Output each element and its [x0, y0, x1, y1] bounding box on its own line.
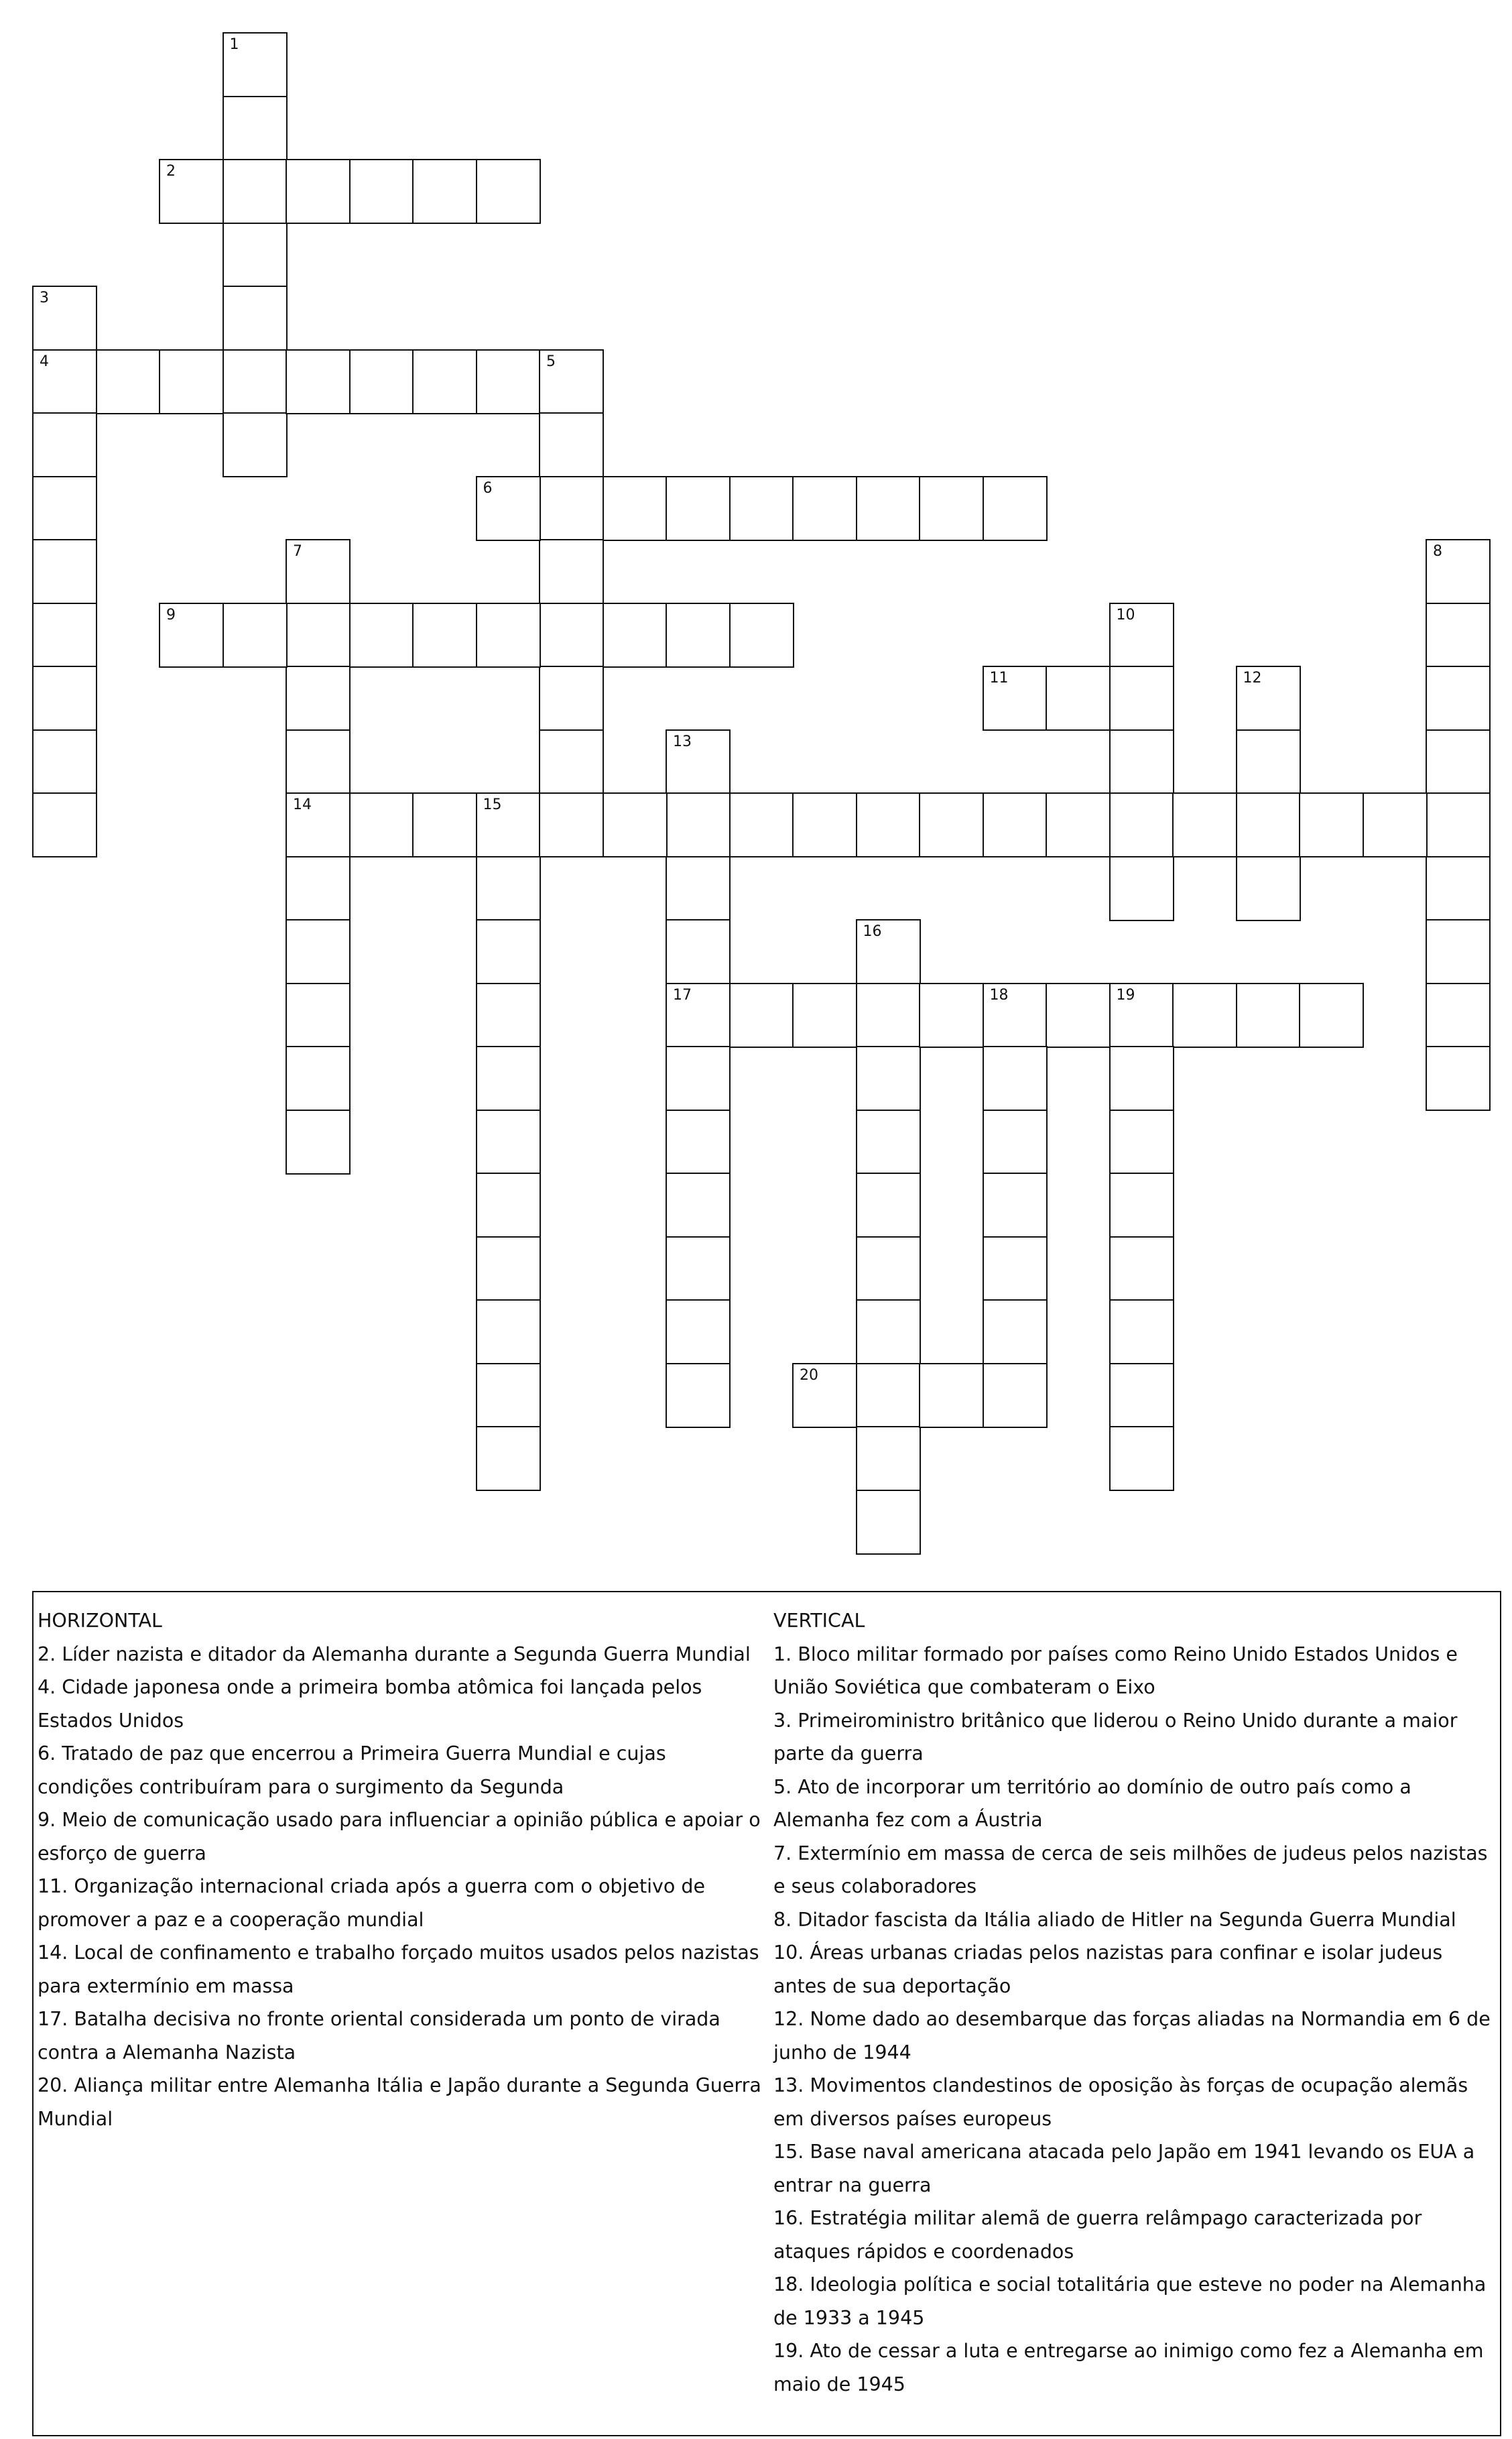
across-clue-20: 20. Aliança militar entre Alemanha Itália e Japão durante a Segunda Guerra Mundial — [38, 2074, 761, 2130]
grid-cell[interactable] — [856, 1110, 921, 1175]
clue-number-14: 14 — [293, 796, 312, 813]
grid-cell[interactable] — [603, 792, 668, 857]
grid-cell[interactable] — [1046, 666, 1111, 731]
grid-cell[interactable] — [476, 1046, 541, 1111]
grid-cell[interactable] — [856, 1046, 921, 1111]
grid-cell[interactable] — [983, 1173, 1048, 1238]
down-clue-13: 13. Movimentos clandestinos de oposição às forças de ocupação alemãs em diversos países europeus — [773, 2074, 1468, 2130]
grid-cell[interactable] — [729, 476, 794, 541]
grid-cell-10[interactable] — [1109, 603, 1174, 668]
grid-cell[interactable] — [729, 792, 794, 857]
clue-number-1: 1 — [229, 36, 239, 53]
grid-cell[interactable] — [349, 603, 414, 668]
grid-cell[interactable] — [32, 476, 97, 541]
grid-cell-19[interactable] — [1109, 983, 1174, 1048]
grid-cell[interactable] — [539, 412, 604, 477]
grid-cell-15[interactable] — [476, 792, 541, 857]
grid-cell[interactable] — [223, 286, 288, 351]
grid-cell[interactable] — [1236, 729, 1301, 794]
down-clue-8: 8. Ditador fascista da Itália aliado de Hitler na Segunda Guerra Mundial — [773, 1908, 1456, 1931]
clue-number-16: 16 — [863, 923, 882, 940]
grid-cell[interactable] — [539, 476, 604, 541]
across-clue-2: 2. Líder nazista e ditador da Alemanha durante a Segunda Guerra Mundial — [38, 1643, 751, 1665]
grid-cell[interactable] — [539, 792, 604, 857]
grid-cell[interactable] — [666, 603, 731, 668]
grid-cell[interactable] — [983, 792, 1048, 857]
grid-cell[interactable] — [412, 349, 477, 414]
down-clue-7: 7. Extermínio em massa de cerca de seis milhões de judeus pelos nazistas e seus colaboradores — [773, 1842, 1488, 1897]
clue-number-19: 19 — [1116, 986, 1135, 1004]
clue-number-2: 2 — [166, 163, 176, 180]
grid-cell[interactable] — [983, 476, 1048, 541]
grid-cell-1[interactable] — [223, 32, 288, 97]
down-clue-16: 16. Estratégia militar alemã de guerra relâmpago caracterizada por ataques rápidos e coordenados — [773, 2207, 1422, 2263]
grid-cell[interactable] — [539, 539, 604, 604]
grid-cell-7[interactable] — [286, 539, 351, 604]
grid-cell[interactable] — [666, 1363, 731, 1428]
grid-cell[interactable] — [1109, 1363, 1174, 1428]
down-clue-19: 19. Ato de cessar a luta e entregarse ao inimigo como fez a Alemanha em maio de 1945 — [773, 2340, 1484, 2395]
down-clue-3: 3. Primeiroministro britânico que liderou o Reino Unido durante a maior parte da guerra — [773, 1709, 1458, 1765]
grid-cell[interactable] — [919, 476, 984, 541]
grid-cell[interactable] — [223, 223, 288, 288]
grid-cell[interactable] — [1109, 666, 1174, 731]
grid-cell[interactable] — [286, 919, 351, 984]
down-clue-18: 18. Ideologia política e social totalitária que esteve no poder na Alemanha de 1933 a 1945 — [773, 2273, 1487, 2329]
clue-number-20: 20 — [800, 1366, 818, 1384]
across-clue-9: 9. Meio de comunicação usado para influenciar a opinião pública e apoiar o esforço de guerra — [38, 1809, 761, 1864]
clue-number-8: 8 — [1433, 543, 1442, 560]
grid-cell[interactable] — [159, 349, 224, 414]
grid-cell[interactable] — [666, 476, 731, 541]
grid-cell-9[interactable] — [159, 603, 224, 668]
grid-cell[interactable] — [286, 603, 351, 668]
grid-cell[interactable] — [539, 603, 604, 668]
grid-cell[interactable] — [919, 1363, 984, 1428]
grid-cell-16[interactable] — [856, 919, 921, 984]
grid-cell[interactable] — [856, 476, 921, 541]
grid-cell-3[interactable] — [32, 286, 97, 351]
grid-cell[interactable] — [666, 792, 731, 857]
grid-cell[interactable] — [1109, 1110, 1174, 1175]
grid-cell[interactable] — [1299, 983, 1364, 1048]
grid-cell[interactable] — [32, 792, 97, 857]
grid-cell[interactable] — [32, 539, 97, 604]
grid-cell[interactable] — [286, 1110, 351, 1175]
grid-cell[interactable] — [476, 1236, 541, 1301]
grid-cell[interactable] — [856, 1173, 921, 1238]
grid-cell-20[interactable] — [792, 1363, 857, 1428]
grid-cell[interactable] — [1236, 792, 1301, 857]
grid-cell-6[interactable] — [476, 476, 541, 541]
grid-cell-13[interactable] — [666, 729, 731, 794]
grid-cell[interactable] — [666, 919, 731, 984]
grid-cell[interactable] — [919, 792, 984, 857]
grid-cell[interactable] — [476, 159, 541, 224]
across-clue-17: 17. Batalha decisiva no fronte oriental considerada um ponto de virada contra a Alemanha Nazista — [38, 2008, 720, 2064]
clue-number-18: 18 — [989, 986, 1009, 1004]
grid-cell[interactable] — [1363, 792, 1428, 857]
grid-cell[interactable] — [856, 1426, 921, 1491]
grid-cell[interactable] — [223, 96, 288, 161]
grid-cell[interactable] — [286, 856, 351, 921]
grid-cell[interactable] — [1109, 1426, 1174, 1491]
grid-cell[interactable] — [1109, 856, 1174, 921]
grid-cell[interactable] — [1236, 983, 1301, 1048]
grid-cell[interactable] — [1426, 856, 1491, 921]
across-clue-6: 6. Tratado de paz que encerrou a Primeira Guerra Mundial e cujas condições contribuíram para o surgimento da Segunda — [38, 1742, 666, 1798]
grid-cell[interactable] — [666, 1110, 731, 1175]
down-clue-15: 15. Base naval americana atacada pelo Japão em 1941 levando os EUA a entrar na guerra — [773, 2141, 1475, 2196]
grid-cell[interactable] — [539, 729, 604, 794]
grid-cell[interactable] — [729, 983, 794, 1048]
grid-cell[interactable] — [223, 159, 288, 224]
clue-number-5: 5 — [546, 353, 556, 370]
grid-cell[interactable] — [1109, 1299, 1174, 1364]
grid-cell[interactable] — [856, 1236, 921, 1301]
grid-cell-11[interactable] — [983, 666, 1048, 731]
grid-cell[interactable] — [1299, 792, 1364, 857]
grid-cell[interactable] — [286, 349, 351, 414]
grid-cell[interactable] — [983, 1110, 1048, 1175]
grid-cell[interactable] — [792, 476, 857, 541]
across-clue-14: 14. Local de confinamento e trabalho forçado muitos usados pelos nazistas para extermínio em massa — [38, 1942, 759, 1997]
down-clue-1: 1. Bloco militar formado por países como Reino Unido Estados Unidos e União Soviética que combateram o Eixo — [773, 1643, 1458, 1698]
grid-cell[interactable] — [1172, 983, 1237, 1048]
grid-cell[interactable] — [349, 792, 414, 857]
grid-cell[interactable] — [476, 1299, 541, 1364]
grid-cell[interactable] — [476, 856, 541, 921]
grid-cell[interactable] — [1109, 1236, 1174, 1301]
grid-cell[interactable] — [476, 919, 541, 984]
grid-cell[interactable] — [223, 349, 288, 414]
grid-cell[interactable] — [919, 983, 984, 1048]
grid-cell[interactable] — [476, 1426, 541, 1491]
clue-number-3: 3 — [40, 290, 49, 306]
grid-cell[interactable] — [476, 1363, 541, 1428]
grid-cell[interactable] — [223, 603, 288, 668]
grid-cell[interactable] — [983, 1046, 1048, 1111]
grid-cell[interactable] — [286, 729, 351, 794]
grid-cell[interactable] — [1426, 666, 1491, 731]
grid-cell[interactable] — [476, 1173, 541, 1238]
grid-cell[interactable] — [1236, 856, 1301, 921]
grid-cell[interactable] — [349, 159, 414, 224]
grid-cell[interactable] — [286, 1046, 351, 1111]
grid-cell[interactable] — [539, 666, 604, 731]
grid-cell[interactable] — [1426, 603, 1491, 668]
across-clues-column — [38, 1604, 761, 2135]
grid-cell[interactable] — [476, 983, 541, 1048]
clue-number-12: 12 — [1243, 670, 1262, 687]
grid-cell[interactable] — [856, 792, 921, 857]
grid-cell-5[interactable] — [539, 349, 604, 414]
grid-cell[interactable] — [412, 159, 477, 224]
grid-cell[interactable] — [666, 1236, 731, 1301]
grid-cell[interactable] — [32, 729, 97, 794]
grid-cell[interactable] — [856, 983, 921, 1048]
grid-cell[interactable] — [32, 412, 97, 477]
grid-cell[interactable] — [96, 349, 161, 414]
grid-cell[interactable] — [286, 159, 351, 224]
grid-cell[interactable] — [1109, 792, 1174, 857]
clue-number-6: 6 — [483, 479, 493, 497]
clue-number-15: 15 — [483, 796, 502, 813]
clue-number-17: 17 — [673, 986, 692, 1004]
grid-cell[interactable] — [603, 476, 668, 541]
grid-cell[interactable] — [729, 603, 794, 668]
grid-cell-14[interactable] — [286, 792, 351, 857]
grid-cell[interactable] — [1109, 729, 1174, 794]
grid-cell[interactable] — [666, 1299, 731, 1364]
grid-cell[interactable] — [1109, 1046, 1174, 1111]
across-clue-11: 11. Organização internacional criada após a guerra com o objetivo de promover a paz e a cooperação mundial — [38, 1875, 706, 1931]
clue-number-13: 13 — [673, 733, 692, 750]
grid-cell-8[interactable] — [1426, 539, 1491, 604]
grid-cell[interactable] — [412, 792, 477, 857]
grid-cell-17[interactable] — [666, 983, 731, 1048]
grid-cell[interactable] — [1426, 1046, 1491, 1111]
down-heading: VERTICAL — [773, 1610, 865, 1632]
grid-cell[interactable] — [983, 1299, 1048, 1364]
grid-cell[interactable] — [792, 792, 857, 857]
grid-cell[interactable] — [983, 1236, 1048, 1301]
grid-cell[interactable] — [1109, 1173, 1174, 1238]
grid-cell[interactable] — [666, 1046, 731, 1111]
grid-cell[interactable] — [856, 1490, 921, 1555]
grid-cell[interactable] — [1426, 792, 1491, 857]
grid-cell[interactable] — [666, 1173, 731, 1238]
grid-cell[interactable] — [286, 983, 351, 1048]
grid-cell[interactable] — [1426, 729, 1491, 794]
grid-cell[interactable] — [666, 856, 731, 921]
grid-cell[interactable] — [286, 666, 351, 731]
grid-cell-18[interactable] — [983, 983, 1048, 1048]
grid-cell[interactable] — [792, 983, 857, 1048]
grid-cell[interactable] — [476, 603, 541, 668]
clue-number-9: 9 — [166, 606, 176, 623]
grid-cell[interactable] — [856, 1363, 921, 1428]
grid-cell-4[interactable] — [32, 349, 97, 414]
grid-cell[interactable] — [1426, 919, 1491, 984]
grid-cell[interactable] — [1172, 792, 1237, 857]
grid-cell[interactable] — [32, 603, 97, 668]
grid-cell[interactable] — [32, 666, 97, 731]
clue-number-11: 11 — [989, 670, 1009, 687]
down-clues-column — [773, 1604, 1497, 2401]
across-clue-4: 4. Cidade japonesa onde a primeira bomba atômica foi lançada pelos Estados Unidos — [38, 1676, 702, 1732]
down-clue-10: 10. Áreas urbanas criadas pelos nazistas para confinar e isolar judeus antes de sua deportação — [773, 1942, 1443, 1997]
grid-cell-2[interactable] — [159, 159, 224, 224]
grid-cell[interactable] — [603, 603, 668, 668]
down-clue-12: 12. Nome dado ao desembarque das forças aliadas na Normandia em 6 de junho de 1944 — [773, 2008, 1491, 2064]
grid-cell[interactable] — [223, 412, 288, 477]
clue-number-4: 4 — [40, 353, 49, 370]
clue-box — [32, 1591, 1501, 2436]
down-clue-5: 5. Ato de incorporar um território ao domínio de outro país como a Alemanha fez com a Áustria — [773, 1775, 1411, 1831]
clue-number-10: 10 — [1116, 606, 1135, 623]
grid-cell[interactable] — [983, 1363, 1048, 1428]
grid-cell[interactable] — [1046, 792, 1111, 857]
grid-cell[interactable] — [856, 1299, 921, 1364]
grid-cell[interactable] — [412, 603, 477, 668]
clue-number-7: 7 — [293, 543, 302, 560]
across-heading: HORIZONTAL — [38, 1610, 162, 1632]
grid-cell[interactable] — [476, 1110, 541, 1175]
grid-cell[interactable] — [1046, 983, 1111, 1048]
grid-cell[interactable] — [349, 349, 414, 414]
grid-cell-12[interactable] — [1236, 666, 1301, 731]
grid-cell[interactable] — [1426, 983, 1491, 1048]
grid-cell[interactable] — [476, 349, 541, 414]
